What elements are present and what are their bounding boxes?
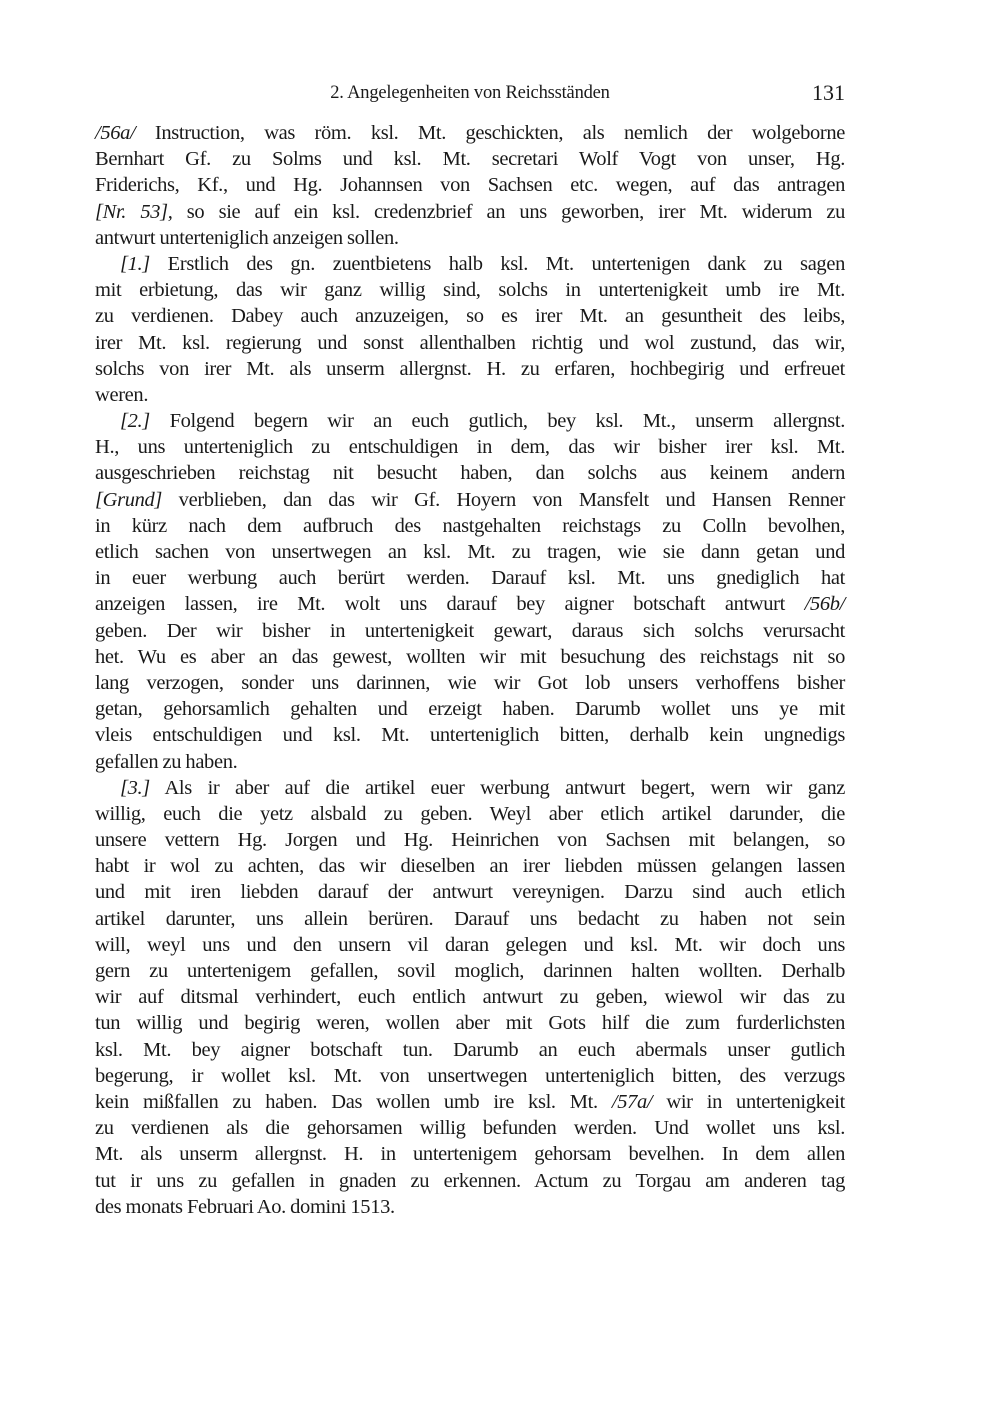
running-header-title: 2. Angelegenheiten von Reichsständen bbox=[330, 83, 610, 103]
editorial-annotation: [3.] bbox=[120, 776, 150, 799]
page-number: 131 bbox=[812, 80, 845, 105]
text-line bbox=[95, 1089, 845, 1115]
text-segment: lang verzogen, sonder uns darinnen, wie wir Got lob unsers verhoffens bisher bbox=[95, 671, 845, 694]
text-line bbox=[95, 565, 845, 591]
text-segment: unsere vettern Hg. Jorgen und Hg. Heinrichen von Sachsen mit belangen, so bbox=[95, 829, 845, 852]
text-line bbox=[95, 932, 845, 958]
text-line bbox=[95, 1115, 845, 1141]
text-segment: anzeigen lassen, ire Mt. wolt uns darauf bey aigner botschaft antwurt bbox=[95, 593, 805, 616]
editorial-annotation: /56b/ bbox=[804, 593, 845, 616]
text-segment: geben. Der wir bisher in untertenigkeit gewart, daraus sich solchs verursacht bbox=[95, 619, 845, 642]
text-segment: verblieben, dan das wir Gf. Hoyern von Mansfelt und Hansen Renner bbox=[162, 488, 845, 511]
text-segment: des monats Februari Ao. domini 1513. bbox=[95, 1195, 395, 1218]
text-segment: will, weyl uns und den unsern vil daran gelegen und ksl. Mt. wir doch uns bbox=[95, 933, 845, 956]
editorial-annotation: [2.] bbox=[120, 410, 150, 433]
text-segment: vleis entschuldigen und ksl. Mt. unterteniglich bitten, derhalb kein ungnedigs bbox=[95, 724, 845, 747]
text-segment: etlich sachen von unsertwegen an ksl. Mt. zu tragen, wie sie dann getan und bbox=[95, 541, 845, 563]
text-line bbox=[95, 1010, 845, 1036]
editorial-annotation: [Grund] bbox=[95, 488, 163, 511]
text-line bbox=[95, 1168, 845, 1194]
text-line bbox=[95, 382, 845, 408]
editorial-annotation: [1.] bbox=[120, 252, 150, 275]
text-line bbox=[95, 1037, 845, 1063]
text-segment: zu verdienen. Dabey auch anzuzeigen, so es irer Mt. an gesuntheit des leibs, bbox=[95, 305, 845, 328]
document-body bbox=[95, 120, 845, 1220]
text-line bbox=[95, 199, 845, 225]
text-segment: so sie auf ein ksl. credenzbrief an uns geworben, irer Mt. widerum zu bbox=[172, 200, 846, 223]
text-line bbox=[95, 487, 845, 513]
text-line bbox=[95, 827, 845, 853]
text-segment: in euer werbung auch berürt werden. Darauf ksl. Mt. uns gnediglich hat bbox=[95, 567, 845, 590]
text-line bbox=[95, 225, 845, 251]
text-line bbox=[95, 906, 845, 932]
running-header bbox=[95, 80, 845, 108]
text-line bbox=[95, 618, 845, 644]
text-line bbox=[95, 591, 845, 617]
text-segment: artikel darunter, uns allein berüren. Darauf uns bedacht zu haben not sein bbox=[95, 907, 845, 930]
text-line bbox=[95, 853, 845, 879]
text-segment: in kürz nach dem aufbruch des nastgehalten reichstags zu Colln bevolhen, bbox=[95, 514, 845, 537]
text-segment: antwurt unterteniglich anzeigen sollen. bbox=[95, 226, 399, 249]
text-segment: Instruction, was röm. ksl. Mt. geschickten, als nemlich der wolgeborne bbox=[135, 122, 845, 144]
text-segment: Folgend begern wir an euch gutlich, bey ksl. Mt., unserm allergnst. bbox=[149, 410, 845, 433]
text-segment: Bernhart Gf. zu Solms und ksl. Mt. secretari Wolf Vogt von unser, Hg. bbox=[95, 148, 845, 171]
text-line bbox=[95, 251, 845, 277]
text-segment: zu verdienen als die gehorsamen willig befunden werden. Und wollet uns ksl. bbox=[95, 1117, 845, 1140]
text-line bbox=[95, 172, 845, 198]
editorial-annotation: [Nr. 53], bbox=[95, 200, 173, 223]
text-segment: wir in untertenigkeit bbox=[652, 1090, 845, 1113]
text-segment: solchs von irer Mt. als unserm allergnst. H. zu erfaren, hochbegirig und erfreuet bbox=[95, 357, 845, 380]
text-line bbox=[95, 879, 845, 905]
text-line bbox=[95, 330, 845, 356]
text-segment: begerung, ir wollet ksl. Mt. von unsertwegen unterteniglich bitten, des verzugs bbox=[95, 1064, 845, 1087]
text-segment: tun willig und begirig weren, wollen aber mit Gots hilf die zum furderlichsten bbox=[95, 1012, 845, 1035]
text-segment: tut ir uns zu gefallen in gnaden zu erkennen. Actum zu Torgau am anderen tag bbox=[95, 1169, 845, 1192]
text-segment: het. Wu es aber an das gewest, wollten wir mit besuchung des reichstags nit so bbox=[95, 645, 845, 668]
text-line bbox=[95, 696, 845, 722]
text-line bbox=[95, 644, 845, 670]
text-line bbox=[95, 120, 845, 146]
text-segment: ausgeschrieben reichstag nit besucht haben, dan solchs aus keinem andern bbox=[95, 462, 845, 485]
text-segment: habt ir wol zu achten, das wir dieselben an irer liebden müssen gelangen lassen bbox=[95, 855, 845, 878]
text-line bbox=[95, 1194, 845, 1220]
text-line bbox=[95, 775, 845, 801]
text-segment: getan, gehorsamlich gehalten und erzeigt haben. Darumb wollet uns ye mit bbox=[95, 698, 845, 721]
text-segment: kein mißfallen zu haben. Das wollen umb ire ksl. Mt. bbox=[95, 1090, 612, 1113]
text-segment: gefallen zu haben. bbox=[95, 750, 238, 773]
text-line bbox=[95, 1141, 845, 1167]
text-line bbox=[95, 408, 845, 434]
editorial-annotation: /57a/ bbox=[611, 1090, 653, 1113]
text-segment: Als ir aber auf die artikel euer werbung antwurt begert, wern wir ganz bbox=[149, 776, 845, 799]
text-line bbox=[95, 722, 845, 748]
text-segment: H., uns unterteniglich zu entschuldigen in dem, das wir bisher irer ksl. Mt. bbox=[95, 436, 845, 459]
text-segment: mit erbietung, das wir ganz willig sind, solchs in untertenigkeit umb ire Mt. bbox=[95, 279, 845, 302]
text-line bbox=[95, 513, 845, 539]
text-segment: weren. bbox=[95, 383, 149, 406]
text-line bbox=[95, 434, 845, 460]
text-line bbox=[95, 1063, 845, 1089]
text-line bbox=[95, 801, 845, 827]
text-line bbox=[95, 146, 845, 172]
text-segment: irer Mt. ksl. regierung und sonst allenthalben richtig und wol zustund, das wir, bbox=[95, 331, 845, 354]
editorial-annotation: /56a/ bbox=[95, 122, 136, 144]
text-line bbox=[95, 277, 845, 303]
text-segment: gern zu untertenigem gefallen, sovil moglich, darinnen halten wollten. Derhalb bbox=[95, 960, 845, 982]
text-segment: Erstlich des gn. zuentbietens halb ksl. Mt. untertenigen dank zu sagen bbox=[149, 252, 845, 275]
text-line bbox=[95, 356, 845, 382]
text-segment: willig, euch die yetz alsbald zu geben. Weyl aber etlich artikel darunder, die bbox=[95, 802, 845, 825]
text-line bbox=[95, 539, 845, 565]
text-line bbox=[95, 303, 845, 329]
text-segment: Friderichs, Kf., und Hg. Johannsen von Sachsen etc. wegen, auf das antragen bbox=[95, 174, 845, 197]
text-segment: wir auf ditsmal verhindert, euch entlich antwurt zu geben, wiewol wir das zu bbox=[95, 986, 845, 1009]
text-segment: und mit iren liebden darauf der antwurt vereynigen. Darzu sind auch etlich bbox=[95, 881, 845, 904]
text-segment: Mt. als unserm allergnst. H. in untertenigem gehorsam bevelhen. In dem allen bbox=[95, 1143, 845, 1166]
text-line bbox=[95, 670, 845, 696]
text-segment: ksl. Mt. bey aigner botschaft tun. Darumb an euch abermals unser gutlich bbox=[95, 1038, 845, 1061]
text-line bbox=[95, 749, 845, 775]
text-line bbox=[95, 984, 845, 1010]
text-line bbox=[95, 958, 845, 984]
text-line bbox=[95, 460, 845, 486]
